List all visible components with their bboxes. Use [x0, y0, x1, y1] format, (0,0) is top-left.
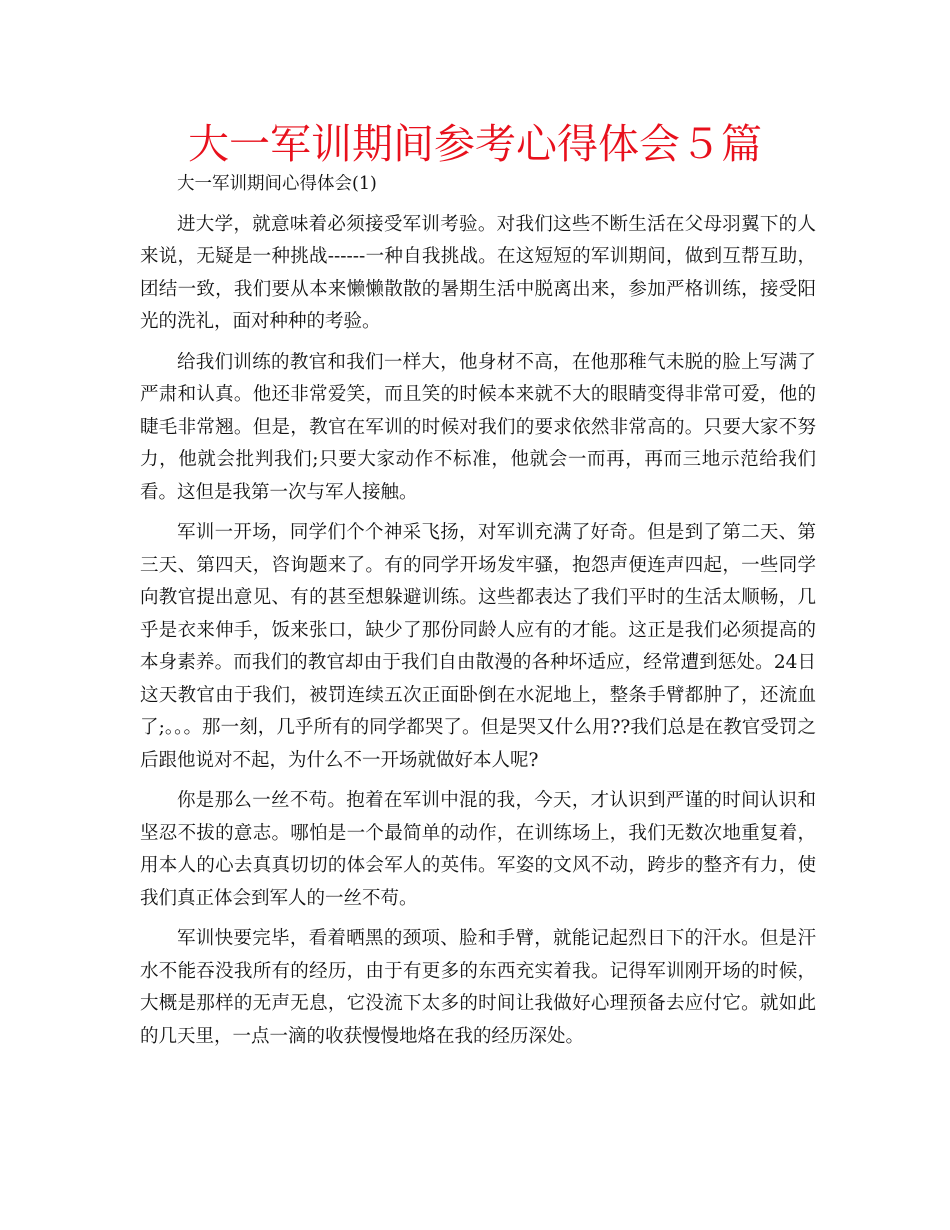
paragraph-2: 给我们训练的教官和我们一样大，他身材不高，在他那稚气未脱的脸上写满了严肃和认真。他还非常爱笑，而且笑的时候本来就不大的眼睛变得非常可爱，他的睫毛非常翘。但是，教官在军训的时候对我们的要求依然非常高的。只要大家不努力，他就会批判我们;只要大家动作不标准，他就会一而再，再而三地示范给我们看。这但是我第一次与军人接触。: [140, 351, 816, 503]
section-subtitle: 大一军训期间心得体会(1): [177, 174, 377, 194]
paragraph-5: 军训快要完毕，看着晒黑的颈项、脸和手臂，就能记起烈日下的汗水。但是汗水不能吞没我所有的经历，由于有更多的东西充实着我。记得军训刚开场的时候，大概是那样的无声无息，它没流下太多的时间让我做好心理预备去应付它。就如此的几天里，一点一滴的收获慢慢地烙在我的经历深处。: [140, 928, 816, 1047]
document-body: [140, 168, 816, 1053]
paragraph-3: 军训一开场，同学们个个神采飞扬，对军训充满了好奇。但是到了第二天、第三天、第四天，咨询题来了。有的同学开场发牢骚，抱怨声便连声四起，一些同学向教官提出意见、有的甚至想躲避训练。这些都表达了我们平时的生活太顺畅，几乎是衣来伸手，饭来张口，缺少了那份同龄人应有的才能。这正是我们必须提高的本身素养。而我们的教官却由于我们自由散漫的各种坏适应，经常遭到惩处。24日这天教官由于我们，被罚连续五次正面卧倒在水泥地上，整条手臂都肿了，还流血了;。。。那一刻，几乎所有的同学都哭了。但是哭又什么用??我们总是在教官受罚之后跟他说对不起，为什么不一开场就做好本人呢?: [140, 522, 816, 771]
paragraph-1: 进大学，就意味着必须接受军训考验。对我们这些不断生活在父母羽翼下的人来说，无疑是一种挑战------一种自我挑战。在这短短的军训期间，做到互帮互助，团结一致，我们要从本来懒懒散散的暑期生活中脱离出来，参加严格训练，接受阳光的洗礼，面对种种的考验。: [140, 213, 816, 332]
document-title: 大一军训期间参考心得体会５篇: [188, 120, 762, 168]
paragraph-4: 你是那么一丝不苟。抱着在军训中混的我，今天，才认识到严谨的时间认识和坚忍不拔的意志。哪怕是一个最简单的动作，在训练场上，我们无数次地重复着，用本人的心去真真切切的体会军人的英伟。军姿的文风不动，跨步的整齐有力，使我们真正体会到军人的一丝不苟。: [140, 790, 816, 909]
